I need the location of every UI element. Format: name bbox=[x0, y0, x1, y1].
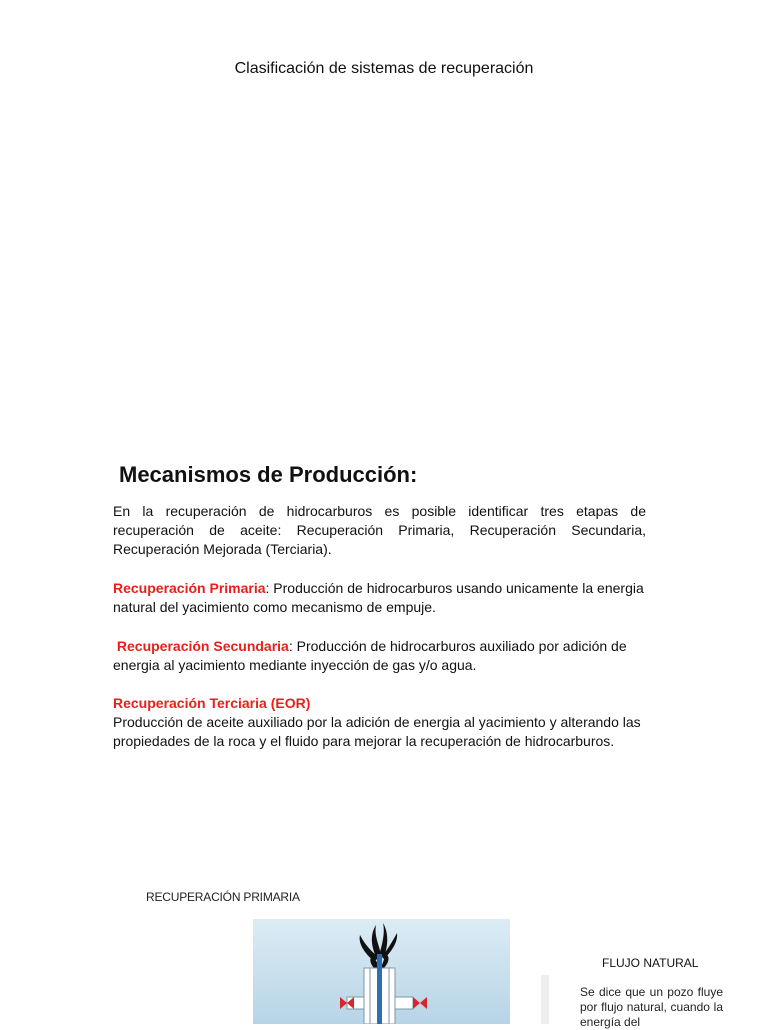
intro-paragraph: En la recuperación de hidrocarburos es posible identificar tres etapas de recuperación de aceite: Recuperación Primaria, Recuperación Secundaria, Recuperación Mejorada (Terciaria). bbox=[113, 503, 646, 557]
tertiary-recovery-paragraph bbox=[113, 694, 646, 751]
section-heading: Mecanismos de Producción: bbox=[119, 462, 418, 487]
natural-flow-well-illustration bbox=[253, 919, 510, 1024]
tertiary-recovery-text: Producción de aceite auxiliado por la adición de energia al yacimiento y alterando las propiedades de la roca y el fluido para mejorar la recuperación de hidrocarburos. bbox=[113, 714, 641, 749]
primary-recovery-paragraph bbox=[113, 579, 646, 617]
primary-recovery-text: : Producción de hidrocarburos usando unicamente la energia natural del yacimiento como mecanismo de empuje. bbox=[113, 580, 644, 615]
natural-flow-title: FLUJO NATURAL bbox=[602, 956, 699, 970]
secondary-recovery-label: Recuperación Secundaria bbox=[116, 638, 289, 654]
primary-recovery-label: Recuperación Primaria bbox=[113, 580, 266, 596]
natural-flow-description: Se dice que un pozo fluye por flujo natural, cuando la energía del bbox=[580, 985, 723, 1029]
figure-caption: RECUPERACIÓN PRIMARIA bbox=[146, 890, 300, 904]
right-flowline bbox=[395, 997, 413, 1009]
secondary-recovery-paragraph bbox=[113, 637, 646, 675]
well-diagram-svg bbox=[253, 919, 510, 1024]
secondary-recovery-text: : Producción de hidrocarburos auxiliado por adición de energia al yacimiento mediante inyección de gas y/o agua. bbox=[113, 638, 627, 673]
figure-side-band bbox=[541, 975, 549, 1024]
document-title: Clasificación de sistemas de recuperación bbox=[234, 60, 534, 77]
production-tubing bbox=[377, 954, 382, 1024]
tertiary-recovery-label: Recuperación Terciaria (EOR) bbox=[113, 695, 311, 711]
